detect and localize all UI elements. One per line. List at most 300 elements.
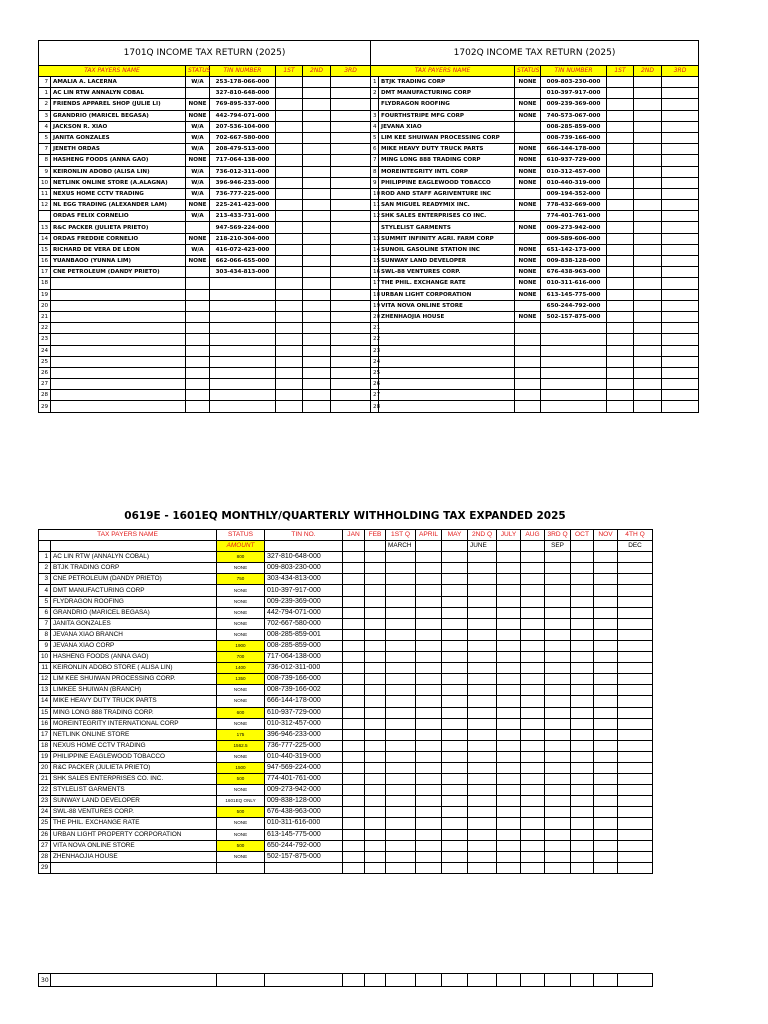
status-cell: NONE — [515, 99, 541, 110]
month-cell — [571, 729, 594, 740]
q3-month: SEP — [545, 541, 571, 552]
status-cell: NONE — [515, 311, 541, 322]
month-cell — [365, 563, 386, 574]
taxpayer-name — [379, 356, 515, 367]
amount-cell: 1500 — [217, 762, 265, 773]
month-cell — [442, 563, 468, 574]
row-number: 12 — [371, 211, 379, 222]
row-number: 17 — [39, 267, 51, 278]
taxpayer-name: THE PHIL. EXCHANGE RATE — [379, 278, 515, 289]
taxpayer-name: ROD AND STAFF AGRIVENTURE INC — [379, 188, 515, 199]
month-cell — [618, 851, 653, 862]
q1-cell — [607, 256, 634, 267]
row-number: 1 — [39, 88, 51, 99]
q2-cell — [634, 144, 662, 155]
q1-cell — [276, 390, 303, 401]
q2-cell — [634, 379, 662, 390]
row-number: 3 — [39, 110, 51, 121]
month-cell — [618, 829, 653, 840]
month-cell — [442, 574, 468, 585]
status-cell: NONE — [515, 155, 541, 166]
q2-cell — [303, 323, 331, 334]
table-row — [39, 289, 699, 300]
month-cell — [571, 574, 594, 585]
month-cell — [365, 718, 386, 729]
tin-cell: 303-434-813-000 — [265, 574, 343, 585]
table-row — [39, 796, 653, 807]
q3-cell — [662, 99, 699, 110]
table-row — [39, 640, 653, 651]
month-cell — [343, 663, 365, 674]
month-cell — [468, 740, 497, 751]
month-cell — [521, 552, 545, 563]
month-cell — [365, 740, 386, 751]
q2-cell — [303, 177, 331, 188]
month-cell — [521, 729, 545, 740]
month-cell — [386, 740, 416, 751]
tin-cell: 676-438-963-000 — [541, 267, 607, 278]
month-cell — [468, 851, 497, 862]
q1-cell — [276, 367, 303, 378]
q3-cell — [331, 132, 371, 143]
tin-cell: 396-946-233-000 — [210, 177, 276, 188]
taxpayer-name: CNE PETROLEUM (DANDY PRIETO) — [51, 574, 217, 585]
amount-cell: 800 — [217, 552, 265, 563]
month-cell — [343, 707, 365, 718]
q1-cell — [607, 211, 634, 222]
row-number: 2 — [371, 88, 379, 99]
month-cell — [442, 596, 468, 607]
month-cell — [545, 596, 571, 607]
q3-cell — [331, 323, 371, 334]
taxpayer-name: HASHENG FOODS (ANNA GAO) — [51, 652, 217, 663]
tin-cell: 009-273-942-000 — [541, 222, 607, 233]
row-number: 10 — [371, 188, 379, 199]
month-cell — [343, 829, 365, 840]
row-number: 3 — [39, 574, 51, 585]
q2-cell — [303, 200, 331, 211]
month-cell — [416, 629, 442, 640]
tin-cell — [210, 323, 276, 334]
month-cell — [571, 552, 594, 563]
taxpayer-name — [379, 401, 515, 412]
status-cell: NONE — [515, 278, 541, 289]
status-cell: W/A — [186, 166, 210, 177]
row-number: 2 — [39, 563, 51, 574]
tin-cell: 008-285-859-000 — [541, 121, 607, 132]
status-cell — [186, 390, 210, 401]
table-row — [39, 311, 699, 322]
month-cell — [343, 552, 365, 563]
month-cell — [521, 718, 545, 729]
month-cell — [365, 629, 386, 640]
header-status: STATUS — [515, 66, 541, 77]
row-number: 17 — [371, 278, 379, 289]
q2-cell — [634, 323, 662, 334]
month-cell — [521, 818, 545, 829]
month-cell — [343, 629, 365, 640]
amount-cell: NONE — [217, 818, 265, 829]
row-number: 26 — [371, 379, 379, 390]
month-cell — [545, 862, 571, 873]
header-feb: FEB — [365, 530, 386, 541]
month-cell — [416, 718, 442, 729]
month-cell — [468, 596, 497, 607]
row-number: 24 — [39, 345, 51, 356]
row-number: 11 — [39, 188, 51, 199]
status-cell — [515, 121, 541, 132]
row-number: 19 — [39, 751, 51, 762]
q3-cell — [662, 77, 699, 88]
month-cell — [497, 862, 521, 873]
taxpayer-name: ZHENHAOJIA HOUSE — [51, 851, 217, 862]
month-cell — [521, 829, 545, 840]
month-cell — [416, 696, 442, 707]
month-cell — [468, 840, 497, 851]
tin-cell: 009-838-128-000 — [541, 256, 607, 267]
status-cell: NONE — [515, 166, 541, 177]
tin-cell: 207-536-104-000 — [210, 121, 276, 132]
taxpayer-name: SWL-88 VENTURES CORP. — [51, 807, 217, 818]
amount-cell: NONE — [217, 585, 265, 596]
q3-cell — [331, 300, 371, 311]
q2-cell — [634, 345, 662, 356]
month-cell — [468, 718, 497, 729]
month-cell — [386, 596, 416, 607]
month-cell — [545, 629, 571, 640]
month-cell — [497, 751, 521, 762]
month-cell — [545, 552, 571, 563]
month-cell — [618, 818, 653, 829]
month-cell — [618, 663, 653, 674]
month-cell — [521, 607, 545, 618]
q3-cell — [662, 132, 699, 143]
tin-cell: 009-803-230-000 — [541, 77, 607, 88]
tin-cell: 213-433-731-000 — [210, 211, 276, 222]
q1-cell — [276, 401, 303, 412]
tin-cell: 253-178-066-000 — [210, 77, 276, 88]
taxpayer-name: VITA NOVA ONLINE STORE — [379, 300, 515, 311]
table-row — [39, 785, 653, 796]
amount-cell: 500 — [217, 840, 265, 851]
q1-cell — [607, 367, 634, 378]
month-cell — [365, 751, 386, 762]
q1-cell — [276, 200, 303, 211]
month-cell — [416, 574, 442, 585]
q2-cell — [303, 256, 331, 267]
q2-cell — [303, 390, 331, 401]
q2-cell — [634, 88, 662, 99]
month-cell — [497, 796, 521, 807]
month-cell — [468, 796, 497, 807]
status-cell — [515, 300, 541, 311]
table-row — [39, 99, 699, 110]
status-cell — [186, 323, 210, 334]
month-cell — [468, 685, 497, 696]
q2-cell — [634, 244, 662, 255]
q1-cell — [607, 121, 634, 132]
month-cell — [343, 563, 365, 574]
q3-cell — [331, 188, 371, 199]
month-cell — [545, 674, 571, 685]
status-cell — [186, 88, 210, 99]
month-cell — [618, 718, 653, 729]
status-cell — [515, 401, 541, 412]
month-cell — [343, 796, 365, 807]
month-cell — [497, 762, 521, 773]
amount-cell: 1900 — [217, 640, 265, 651]
month-cell — [416, 563, 442, 574]
month-cell — [468, 563, 497, 574]
q2-cell — [303, 132, 331, 143]
q2-cell — [634, 233, 662, 244]
q1-cell — [607, 289, 634, 300]
taxpayer-name — [51, 367, 186, 378]
month-cell — [468, 807, 497, 818]
q2-cell — [634, 200, 662, 211]
tin-cell: 740-573-067-000 — [541, 110, 607, 121]
taxpayer-name — [51, 356, 186, 367]
status-cell: NONE — [515, 256, 541, 267]
taxpayer-name: JENETH ORDAS — [51, 144, 186, 155]
taxpayer-name: ORDAS FELIX CORNELIO — [51, 211, 186, 222]
table-row — [39, 751, 653, 762]
taxpayer-name: KEIRONLIN ADOBO (ALISA LIN) — [51, 166, 186, 177]
month-cell — [618, 751, 653, 762]
month-cell — [468, 785, 497, 796]
tin-cell: 009-194-352-000 — [541, 188, 607, 199]
taxpayer-name — [51, 311, 186, 322]
month-cell — [416, 818, 442, 829]
header-tin: TIN NO. — [265, 530, 343, 541]
month-cell — [343, 740, 365, 751]
header-q2: 2ND Q — [468, 530, 497, 541]
table-row — [39, 707, 653, 718]
month-cell — [386, 574, 416, 585]
q2-cell — [634, 99, 662, 110]
month-cell — [343, 862, 365, 873]
q2-cell — [634, 155, 662, 166]
month-cell — [497, 618, 521, 629]
month-cell — [468, 729, 497, 740]
month-cell — [386, 707, 416, 718]
q2-cell — [303, 121, 331, 132]
row-number: 19 — [39, 289, 51, 300]
withholding-tax-table — [38, 529, 653, 874]
month-cell — [618, 707, 653, 718]
row-number: 4 — [371, 121, 379, 132]
month-cell — [594, 818, 618, 829]
month-cell — [521, 563, 545, 574]
table-row — [39, 233, 699, 244]
status-cell — [515, 188, 541, 199]
taxpayer-name: URBAN LIGHT CORPORATION — [379, 289, 515, 300]
taxpayer-name: LIM KEE SHUIWAN PROCESSING CORP — [379, 132, 515, 143]
q3-cell — [662, 311, 699, 322]
q2-cell — [634, 356, 662, 367]
table-row — [39, 188, 699, 199]
month-cell — [594, 585, 618, 596]
q2-cell — [303, 311, 331, 322]
month-cell — [497, 574, 521, 585]
q3-cell — [662, 300, 699, 311]
status-cell: NONE — [186, 99, 210, 110]
month-cell — [343, 751, 365, 762]
q1-cell — [607, 177, 634, 188]
tin-cell — [541, 379, 607, 390]
month-cell — [386, 840, 416, 851]
month-cell — [386, 718, 416, 729]
month-cell — [571, 840, 594, 851]
month-cell — [416, 751, 442, 762]
month-cell — [416, 707, 442, 718]
month-cell — [386, 696, 416, 707]
month-cell — [545, 585, 571, 596]
status-cell — [515, 367, 541, 378]
q3-cell — [662, 345, 699, 356]
table-row — [39, 829, 653, 840]
month-cell — [343, 851, 365, 862]
taxpayer-name: VITA NOVA ONLINE STORE — [51, 840, 217, 851]
table-row — [39, 166, 699, 177]
month-cell — [594, 696, 618, 707]
q3-cell — [331, 222, 371, 233]
month-cell — [416, 552, 442, 563]
month-cell — [365, 818, 386, 829]
month-cell — [386, 652, 416, 663]
month-cell — [442, 729, 468, 740]
month-cell — [386, 751, 416, 762]
taxpayer-name: SHK SALES ENTERPRISES CO. INC. — [51, 774, 217, 785]
month-cell — [365, 785, 386, 796]
tin-cell: 303-434-813-000 — [210, 267, 276, 278]
q1-cell — [607, 311, 634, 322]
table-row — [39, 618, 653, 629]
month-cell — [442, 640, 468, 651]
taxpayer-name: YUANBAOO (YUNNA LIM) — [51, 256, 186, 267]
status-cell — [515, 211, 541, 222]
q1-cell — [276, 211, 303, 222]
row-number: 22 — [39, 323, 51, 334]
month-cell — [497, 774, 521, 785]
q2-cell — [303, 379, 331, 390]
q1-cell — [276, 177, 303, 188]
taxpayer-name: SUNWAY LAND DEVELOPER — [379, 256, 515, 267]
month-cell — [442, 607, 468, 618]
q2-cell — [634, 367, 662, 378]
taxpayer-name: LIMKEE SHUIWAN (BRANCH) — [51, 685, 217, 696]
row-number: 15 — [371, 256, 379, 267]
amount-cell: NONE — [217, 607, 265, 618]
q3-cell — [331, 244, 371, 255]
q1-cell — [607, 233, 634, 244]
month-cell — [594, 685, 618, 696]
header-name: TAX PAYERS NAME — [371, 66, 515, 77]
status-cell: W/A — [186, 188, 210, 199]
q3-cell — [662, 244, 699, 255]
month-cell — [468, 618, 497, 629]
table-row — [39, 585, 653, 596]
month-cell — [343, 729, 365, 740]
row-number: 30 — [39, 974, 51, 987]
q3-cell — [331, 278, 371, 289]
q3-cell — [662, 200, 699, 211]
q1-cell — [607, 99, 634, 110]
q3-cell — [662, 334, 699, 345]
q3-cell — [331, 155, 371, 166]
month-cell — [365, 552, 386, 563]
month-cell — [442, 785, 468, 796]
status-cell — [186, 356, 210, 367]
taxpayer-name: JANITA GONZALES — [51, 618, 217, 629]
month-cell — [571, 751, 594, 762]
month-cell — [594, 718, 618, 729]
tin-cell: 736-777-225-000 — [210, 188, 276, 199]
tin-cell: 010-312-457-000 — [541, 166, 607, 177]
header-1st: 1ST — [276, 66, 303, 77]
taxpayer-name: BTJK TRADING CORP — [51, 563, 217, 574]
q1-cell — [276, 144, 303, 155]
amount-cell: 175 — [217, 729, 265, 740]
header-nov: NOV — [594, 530, 618, 541]
month-cell — [365, 585, 386, 596]
tin-cell — [541, 323, 607, 334]
month-cell — [594, 751, 618, 762]
month-cell — [571, 596, 594, 607]
row-number: 21 — [39, 311, 51, 322]
table-row — [39, 574, 653, 585]
q1-cell — [607, 300, 634, 311]
q2-cell — [634, 211, 662, 222]
table-row — [39, 356, 699, 367]
month-cell — [365, 685, 386, 696]
month-cell — [618, 807, 653, 818]
month-cell — [545, 663, 571, 674]
table-row — [39, 607, 653, 618]
month-cell — [497, 807, 521, 818]
amount-cell: NONE — [217, 563, 265, 574]
row-number — [371, 222, 379, 233]
month-cell — [618, 685, 653, 696]
taxpayer-name: NEXUS HOME CCTV TRADING — [51, 188, 186, 199]
month-cell — [442, 618, 468, 629]
month-cell — [545, 740, 571, 751]
q3-cell — [331, 256, 371, 267]
taxpayer-name — [379, 323, 515, 334]
amount-cell: 1400 — [217, 663, 265, 674]
q2-cell — [634, 390, 662, 401]
month-cell — [468, 674, 497, 685]
status-cell: W/A — [186, 177, 210, 188]
month-cell — [571, 862, 594, 873]
row-number: 28 — [371, 401, 379, 412]
amount-cell: NONE — [217, 829, 265, 840]
month-cell — [521, 696, 545, 707]
q3-cell — [331, 144, 371, 155]
q1-cell — [276, 99, 303, 110]
month-cell — [594, 640, 618, 651]
tin-cell — [210, 379, 276, 390]
q2-cell — [634, 166, 662, 177]
header-july: JULY — [497, 530, 521, 541]
table-row — [39, 718, 653, 729]
q2-cell — [634, 401, 662, 412]
row-number: 24 — [39, 807, 51, 818]
month-cell — [343, 696, 365, 707]
amount-cell: 1350 — [217, 674, 265, 685]
month-cell — [521, 629, 545, 640]
table-row — [39, 200, 699, 211]
